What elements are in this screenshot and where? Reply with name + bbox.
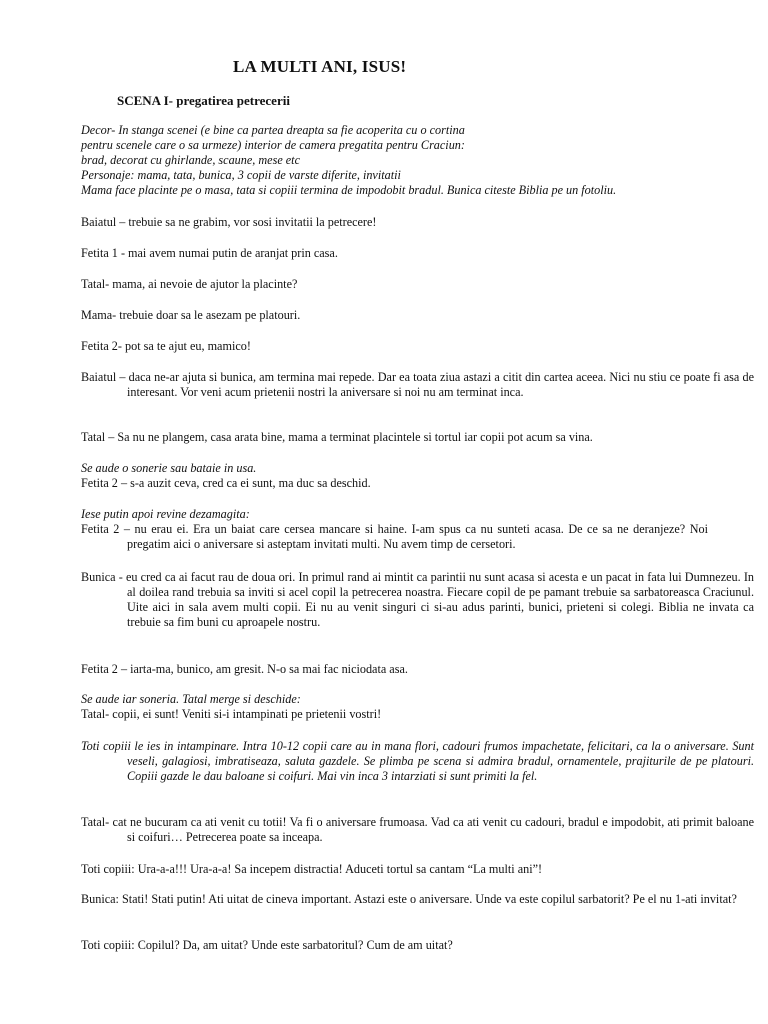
stage-direction: Se aude o sonerie sau bataie in usa. bbox=[81, 461, 257, 475]
dialogue-fetita2-3: Fetita 2 – nu erau ei. Era un baiat care cersea mancare si haine. I-am spus ca nu sunteti acasa. De ce sa ne deranjeze? Noi pregatim aici o aniversare si asteptam invitati multi. Nu avem timp de cersetori. bbox=[81, 522, 708, 552]
stage-direction: Iese putin apoi revine dezamagita: bbox=[81, 507, 250, 521]
decor-line: brad, decorat cu ghirlande, scaune, mese etc bbox=[81, 153, 300, 168]
dialogue-tatal-4: Tatal- cat ne bucuram ca ati venit cu totii! Va fi o aniversare frumoasa. Vad ca ati venit cu cadouri, bradul e impodobit, ati primit baloane si coifuri… Petrecerea poate sa inceapa. bbox=[81, 815, 754, 845]
dialogue-tatal-1: Tatal- mama, ai nevoie de ajutor la placinte? bbox=[81, 277, 298, 291]
dialogue-baiatul-2: Baiatul – daca ne-ar ajuta si bunica, am termina mai repede. Dar ea toata ziua astazi a citit din cartea aceea. Nici nu stiu ce poate fi asa de interesant. Vor veni acum prietenii nostri la aniversare si noi nu am terminat inca. bbox=[81, 370, 754, 400]
dialogue-mama: Mama- trebuie doar sa le asezam pe platouri. bbox=[81, 308, 301, 322]
decor-line: pentru scenele care o sa urmeze) interior de camera pregatita pentru Craciun: bbox=[81, 138, 465, 153]
dialogue-fetita2-2: Fetita 2 – s-a auzit ceva, cred ca ei sunt, ma duc sa deschid. bbox=[81, 476, 371, 491]
play-title: LA MULTI ANI, ISUS! bbox=[233, 57, 407, 76]
dialogue-fetita2-4: Fetita 2 – iarta-ma, bunico, am gresit. N-o sa mai fac niciodata asa. bbox=[81, 662, 408, 676]
dialogue-toti-copiii-1: Toti copiii: Ura-a-a!!! Ura-a-a! Sa incepem distractia! Aduceti tortul sa cantam “La multi ani”! bbox=[81, 862, 543, 876]
dialogue-fetita1: Fetita 1 - mai avem numai putin de aranjat prin casa. bbox=[81, 246, 338, 260]
exchange-sonerie-2 bbox=[81, 692, 708, 722]
exchange-sonerie bbox=[81, 461, 708, 491]
scene-heading: SCENA I- pregatirea petrecerii bbox=[117, 93, 290, 108]
stage-direction-copii: Toti copiii le ies in intampinare. Intra 10-12 copii care au in mana flori, cadouri frumos impachetate, felicitari, ca la o aniversare. Sunt veseli, galagiosi, imbratiseaza, saluta gazdele. Se plimba pe scena si admira bradul, ornamentele, prajiturile de pe platouri. Copiii gazde le dau baloane si coifuri. Mai vin inca 3 intarziati si sunt primiti la fel. bbox=[81, 739, 754, 784]
decor-block bbox=[81, 123, 708, 198]
dialogue-tatal-3: Tatal- copii, ei sunt! Veniti si-i intampinati pe prietenii vostri! bbox=[81, 707, 382, 722]
dialogue-bunica-2: Bunica: Stati! Stati putin! Ati uitat de cineva important. Astazi este o aniversare. Unde va este copilul sarbatorit? Pe el nu 1-ati invitat? bbox=[81, 892, 737, 906]
dialogue-tatal-2: Tatal – Sa nu ne plangem, casa arata bine, mama a terminat placintele si tortul iar copii pot acum sa vina. bbox=[81, 430, 593, 444]
decor-line: Personaje: mama, tata, bunica, 3 copii de varste diferite, invitatii bbox=[81, 168, 401, 183]
dialogue-toti-copiii-2: Toti copiii: Copilul? Da, am uitat? Unde este sarbatoritul? Cum de am uitat? bbox=[81, 938, 453, 952]
decor-line: Mama face placinte pe o masa, tata si copiii termina de impodobit bradul. Bunica citeste Biblia pe un fotoliu. bbox=[81, 183, 617, 198]
dialogue-fetita2-1: Fetita 2- pot sa te ajut eu, mamico! bbox=[81, 339, 251, 353]
decor-line: Decor- In stanga scenei (e bine ca partea dreapta sa fie acoperita cu o cortina bbox=[81, 123, 465, 137]
dialogue-baiatul-1: Baiatul – trebuie sa ne grabim, vor sosi invitatii la petrecere! bbox=[81, 215, 377, 229]
stage-direction: Se aude iar soneria. Tatal merge si deschide: bbox=[81, 692, 301, 706]
dialogue-bunica-1: Bunica - eu cred ca ai facut rau de doua ori. In primul rand ai mintit ca parintii nu sunt acasa si acesta e un pacat in fata lui Dumnezeu. In al doilea rand trebuia sa inviti si acel copil la petrecerea noastra. Fiecare copil de pe pamant trebuie sa sarbatoreasca Craciunul. Uite aici in sala avem multi copii. Ei nu au venit singuri ci si-au adus parinti, bunici, prieteni si colegi. Biblia ne invata ca trebuie sa fim buni cu aproapele nostru. bbox=[81, 570, 754, 630]
exchange-cersetor bbox=[81, 507, 708, 552]
